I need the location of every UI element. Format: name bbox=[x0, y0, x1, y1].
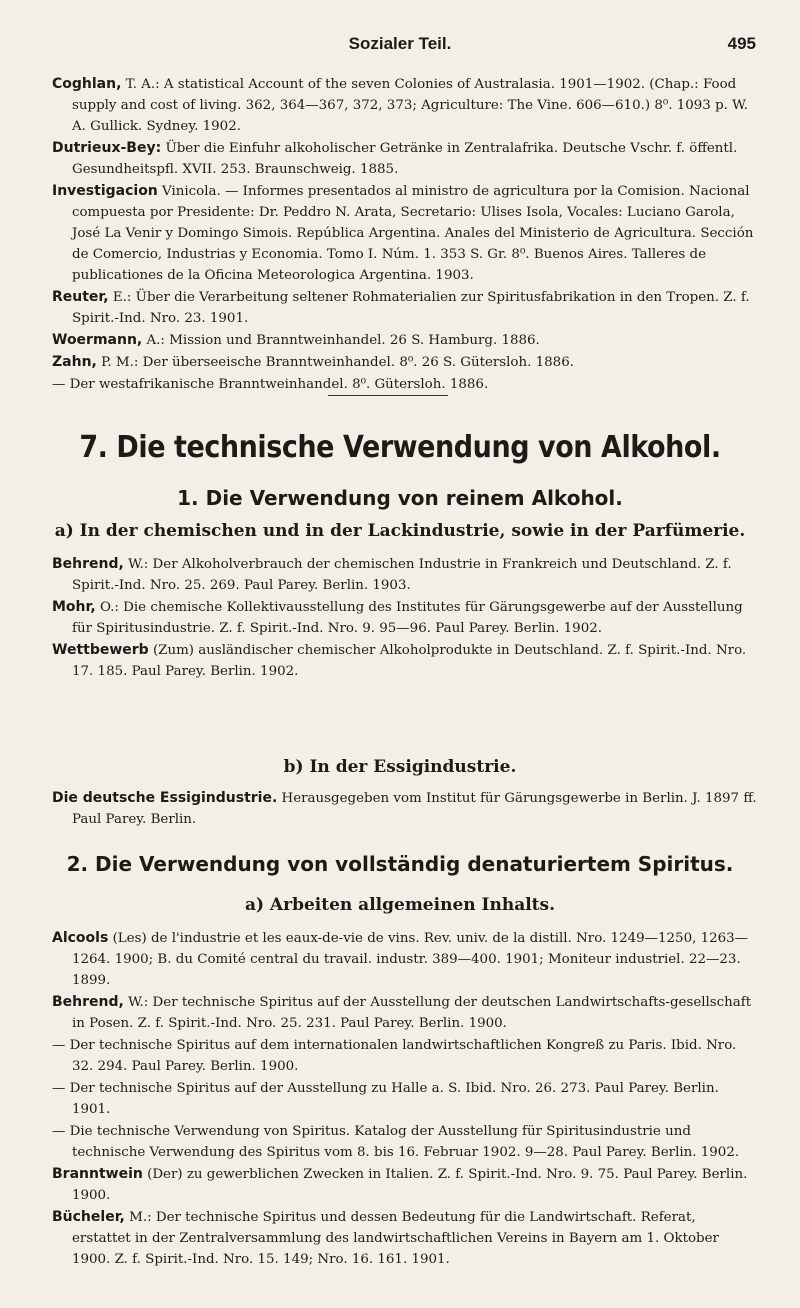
entry-text: W.: Der Alkoholverbrauch der chemischen Industrie in Frankreich und Deutschland. Z. f. Spirit.-Ind. Nro. 25. 269. Paul Parey. Berlin. 1903. bbox=[72, 557, 732, 593]
entry-author: Zahn, bbox=[52, 354, 97, 370]
bibliography-section-1b bbox=[52, 788, 758, 831]
entry-text: Herausgegeben vom Institut für Gärungsgewerbe in Berlin. J. 1897 ff. Paul Parey. Berlin. bbox=[72, 791, 757, 827]
bib-entry bbox=[52, 181, 758, 286]
bib-entry bbox=[52, 597, 758, 639]
entry-text: Vinicola. — Informes presentados al ministro de agricultura por la Comision. Nacional compuesta por Presidente: Dr. Peddro N. Arata, Secretario: Ulises Isola, Vocales: Luciano Garola, José La Venir y Domingo Simois. República Argentina. Anales del Ministerio de Agricultura. Sección de Comercio, Industrias y Economia. Tomo I. Núm. 1. 353 S. Gr. 8⁰. Buenos Aires. Talleres de publicationes de la Oficina Meteorologica Argentina. 1903. bbox=[72, 184, 754, 283]
bibliography-section-2a bbox=[52, 928, 758, 1271]
bib-entry bbox=[52, 138, 758, 180]
bib-entry bbox=[52, 352, 758, 373]
entry-author: Mohr, bbox=[52, 599, 96, 615]
bib-entry bbox=[52, 1207, 758, 1270]
subsection-title: a) In der chemischen und in der Lackindustrie, sowie in der Parfümerie. bbox=[54, 521, 746, 541]
bib-entry bbox=[52, 287, 758, 329]
chapter-title: 7. Die technische Verwendung von Alkohol. bbox=[79, 430, 721, 465]
entry-text: — Der technische Spiritus auf der Ausstellung zu Halle a. S. Ibid. Nro. 26. 273. Paul Parey. Berlin. 1901. bbox=[52, 1081, 719, 1117]
running-head bbox=[0, 34, 800, 58]
entry-author: Behrend, bbox=[52, 994, 124, 1010]
entry-text: E.: Über die Verarbeitung seltener Rohmaterialien zur Spiritusfabrikation in den Tropen. Z. f. Spirit.-Ind. Nro. 23. 1901. bbox=[72, 290, 750, 326]
entry-text: (Les) de l'industrie et les eaux-de-vie de vins. Rev. univ. de la distill. Nro. 1249—1250, 1263—1264. 1900; B. du Comité central du travail. industr. 389—400. 1901; Moniteur industriel. 22—23. 1899. bbox=[72, 931, 749, 988]
entry-author: Behrend, bbox=[52, 556, 124, 572]
entry-text: Über die Einfuhr alkoholischer Getränke in Zentralafrika. Deutsche Vschr. f. öffentl. Gesundheitspfl. XVII. 253. Braunschweig. 1885. bbox=[72, 141, 738, 177]
entry-text: A.: Mission und Branntweinhandel. 26 S. Hamburg. 1886. bbox=[142, 333, 540, 348]
entry-text: (Zum) ausländischer chemischer Alkoholprodukte in Deutschland. Z. f. Spirit.-Ind. Nro. 17. 185. Paul Parey. Berlin. 1902. bbox=[72, 643, 747, 679]
entry-text: (Der) zu gewerblichen Zwecken in Italien. Z. f. Spirit.-Ind. Nro. 9. 75. Paul Parey. Berlin. 1900. bbox=[72, 1167, 748, 1203]
bib-entry bbox=[52, 1121, 758, 1163]
section-divider bbox=[328, 395, 448, 396]
entry-text: P. M.: Der überseeische Branntweinhandel. 8⁰. 26 S. Gütersloh. 1886. bbox=[96, 355, 574, 370]
entry-author: Wettbewerb bbox=[52, 642, 149, 658]
entry-author: Reuter, bbox=[52, 289, 109, 305]
bib-entry bbox=[52, 928, 758, 991]
entry-text: M.: Der technische Spiritus und dessen Bedeutung für die Landwirtschaft. Referat, erstattet in der Zentralversammlung des landwirtschaftlichen Vereins in Bayern am 1. Oktober 1900. Z. f. Spirit.-Ind. Nro. 15. 149; Nro. 16. 161. 1901. bbox=[72, 1210, 719, 1267]
bib-entry bbox=[52, 374, 758, 395]
entry-text: — Der technische Spiritus auf dem internationalen landwirtschaftlichen Kongreß zu Paris. Ibid. Nro. 32. 294. Paul Parey. Berlin. 1900. bbox=[52, 1038, 737, 1074]
entry-text: — Der westafrikanische Branntweinhandel. 8⁰. Gütersloh. 1886. bbox=[52, 377, 489, 392]
entry-author: Dutrieux-Bey: bbox=[52, 140, 162, 156]
entry-author: Die deutsche Essigindustrie. bbox=[52, 790, 278, 806]
bibliography-top bbox=[52, 74, 758, 396]
bib-entry bbox=[52, 554, 758, 596]
bib-entry bbox=[52, 992, 758, 1034]
entry-text: W.: Der technische Spiritus auf der Ausstellung der deutschen Landwirtschafts-gesellschaft in Posen. Z. f. Spirit.-Ind. Nro. 25. 231. Paul Parey. Berlin. 1900. bbox=[72, 995, 752, 1031]
running-title: Sozialer Teil. bbox=[348, 34, 452, 53]
entry-author: Alcools bbox=[52, 930, 109, 946]
bibliography-section-1a bbox=[52, 554, 758, 683]
subsection-title: b) In der Essigindustrie. bbox=[283, 757, 517, 777]
entry-author: Investigacion bbox=[52, 183, 158, 199]
bib-entry bbox=[52, 74, 758, 137]
entry-author: Branntwein bbox=[52, 1166, 143, 1182]
entry-author: Woermann, bbox=[52, 332, 143, 348]
subsection-title: a) Arbeiten allgemeinen Inhalts. bbox=[244, 895, 556, 915]
entry-author: Coghlan, bbox=[52, 76, 122, 92]
bib-entry bbox=[52, 1164, 758, 1206]
bib-entry bbox=[52, 640, 758, 682]
section-title: 1. Die Verwendung von reinem Alkohol. bbox=[177, 486, 623, 510]
entry-author: Bücheler, bbox=[52, 1209, 125, 1225]
section-title: 2. Die Verwendung von vollständig denaturiertem Spiritus. bbox=[66, 852, 734, 876]
bib-entry bbox=[52, 788, 758, 830]
bib-entry bbox=[52, 330, 758, 351]
bib-entry bbox=[52, 1035, 758, 1077]
page-number: 495 bbox=[727, 34, 756, 53]
entry-text: T. A.: A statistical Account of the seven Colonies of Australasia. 1901—1902. (Chap.: Food supply and cost of living. 362, 364—367, 372, 373; Agriculture: The Vine. 606—610.) 8⁰. 1093 p. W. A. Gullick. Sydney. 1902. bbox=[72, 77, 748, 134]
entry-text: — Die technische Verwendung von Spiritus. Katalog der Ausstellung für Spiritusindustrie und technische Verwendung des Spiritus vom 8. bis 16. Februar 1902. 9—28. Paul Parey. Berlin. 1902. bbox=[52, 1124, 740, 1160]
entry-text: O.: Die chemische Kollektivausstellung des Institutes für Gärungsgewerbe auf der Ausstellung für Spiritusindustrie. Z. f. Spirit.-Ind. Nro. 9. 95—96. Paul Parey. Berlin. 1902. bbox=[72, 600, 743, 636]
bib-entry bbox=[52, 1078, 758, 1120]
